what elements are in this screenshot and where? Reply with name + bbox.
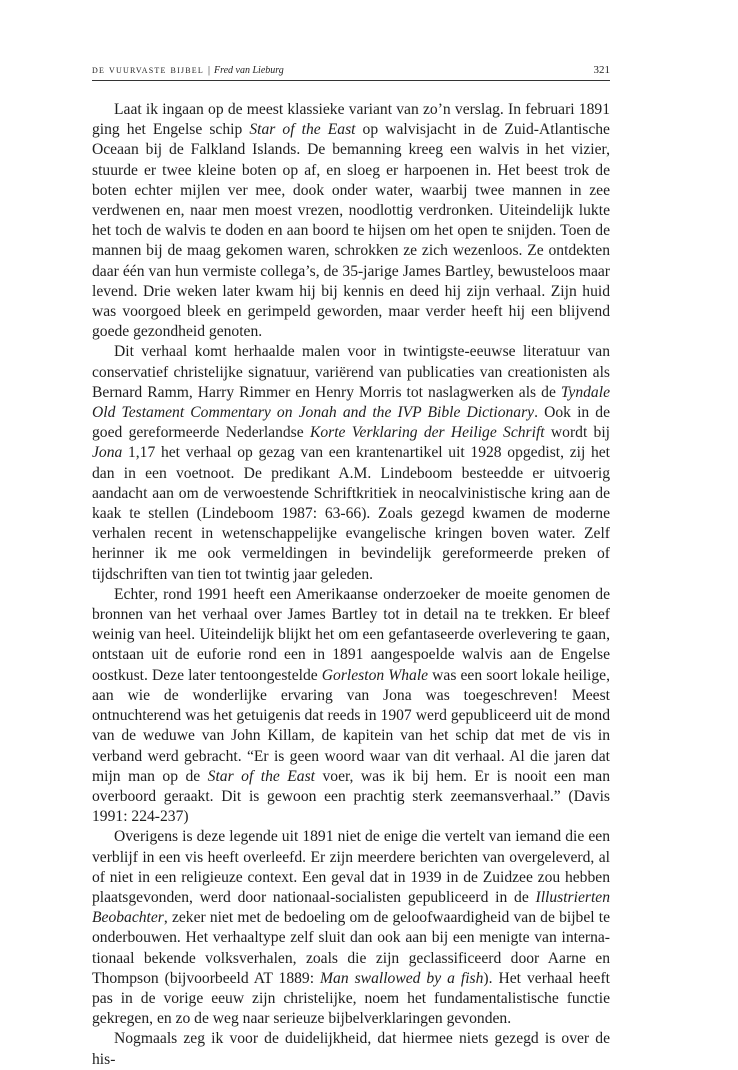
italic-title: Jona — [92, 444, 123, 462]
paragraph: Overigens is deze legende uit 1891 niet de enige die vertelt van iemand die een verblijf in een vis heeft overleefd. Er zijn meerdere berichten van overgeleverd, al of niet in een religieuze context. Een geval dat in 1939 in de Zuidzee zou hebben plaatsgevonden, werd door nationaal-socialisten gepubliceerd in de Illustrierten Beobachter, zeker niet met de bedoeling om de geloofwaardigheid van de bijbel te onderbouwen. Het verhaaltype zelf sluit dan ook aan bij een menigte van internationaal bekende volksverhalen, zoals die zijn geclassificeerd door Aarne en Thompson (bijvoorbeeld AT 1889: Man swallowed by a fish). Het verhaal heeft pas in de vorige eeuw zijn christelijke, noem het fundamentalistische functie gekregen, en zo de weg naar serieuze bijbelverklaringen gevonden. — [92, 828, 610, 1028]
book-title: de vuurvaste bijbel — [92, 64, 204, 76]
running-head — [92, 64, 610, 77]
paragraph: Echter, rond 1991 heeft een Amerikaanse onderzoeker de moeite genomen de bronnen van het verhaal over James Bartley tot in detail na te trekken. Er bleef weinig van heel. Uiteindelijk blijkt het om een gefantaseerde overlevering te gaan, ontstaan uit de euforie rond een in 1891 aangespoelde walvis aan de Engelse oostkust. Deze later tentoongestelde Gorleston Whale was een soort lokale heilige, aan wie de wonderlijke ervaring van Jona was toegeschreven! Meest ontnuchterend was het getuigenis dat reeds in 1907 werd gepubliceerd uit de mond van de weduwe van John Killam, de kapitein van het schip dat met de vis in verband werd gebracht. “Er is geen woord waar van dit verhaal. Al die jaren dat mijn man op de Star of the East voer, was ik bij hem. Er is nooit een man overboord geraakt. Dit is gewoon een prachtig sterk zeemansverhaal.” (Davis 1991: 224-237) — [92, 585, 610, 826]
chapter-author: Fred van Lieburg — [213, 65, 284, 76]
italic-title: Star of the East — [207, 767, 315, 785]
header-separator: | — [207, 65, 210, 76]
italic-title: Tyndale Old Testament Commentary on Jonah and the IVP Bible Dictionary — [92, 383, 610, 422]
paragraph: Nogmaals zeg ik voor de duidelijkheid, dat hiermee niets gezegd is over de his- — [92, 1030, 610, 1068]
italic-title: Gorleston Whale — [321, 666, 429, 684]
paragraph: Laat ik ingaan op de meest klassieke variant van zo’n verslag. In februari 1891 ging het Engelse schip Star of the East op walvisjacht in de Zuid-Atlantische Oceaan bij de Falkland Islands. De bemanning kreeg een walvis in het vizier, stuurde er twee kleine boten op af, en sloeg er harpoenen in. Het beest trok de boten echter mijlen ver mee, dook onder water, waarbij twee mannen in zee verdwenen en, naar men moest vrezen, noodlottig verdronken. Uiteindelijk lukte het toch de walvis te doden en aan boord te hijsen om het open te snijden. Toen de mannen bij de maag gekomen waren, schrokken ze zich wezenloos. Ze ontdekten daar één van hun vermiste collega’s, de 35-jarige James Bartley, bewusteloos maar levend. Drie weken later kwam hij bij kennis en deed hij zijn verhaal. Zijn huid was voorgoed bleek en gerimpeld geworden, maar verder heeft hij een blijvend goede gezondheid genoten. — [92, 101, 610, 341]
italic-title: Man swallowed by a fish — [320, 969, 484, 987]
italic-title: Korte Verklaring der Heilige Schrift — [309, 424, 545, 442]
header-rule — [92, 80, 610, 81]
italic-title: Illustrierten Beobachter — [92, 888, 610, 927]
italic-title: Star of the East — [249, 121, 356, 139]
page-number: 321 — [593, 64, 610, 76]
body-text — [92, 100, 610, 1070]
paragraph: Dit verhaal komt herhaalde malen voor in twintigste-eeuwse literatuur van conservatief christelijke signatuur, variërend van publicaties van creationisten als Bernard Ramm, Harry Rimmer en Henry Morris tot naslagwerken als de Tyndale Old Testament Commentary on Jonah and the IVP Bible Dictionary. Ook in de goed gereformeerde Nederlandse Korte Verklaring der Heilige Schrift wordt bij Jona 1,17 het verhaal op gezag van een krantenartikel uit 1928 opgedist, zij het dan in een voetnoot. De predikant A.M. Lindeboom besteedde er uitvoerig aandacht aan om de verwoestende Schriftkritiek in neocalvinistische kring aan de kaak te stellen (Lindeboom 1987: 63-66). Zoals gezegd kwamen de moderne verhalen recent in wetenschappelijke evangelische kringen boven water. Zelf herinner ik me ook vermeldingen in bevindelijk gereformeerde preken of tijdschriften van tien tot twintig jaar geleden. — [92, 343, 611, 583]
